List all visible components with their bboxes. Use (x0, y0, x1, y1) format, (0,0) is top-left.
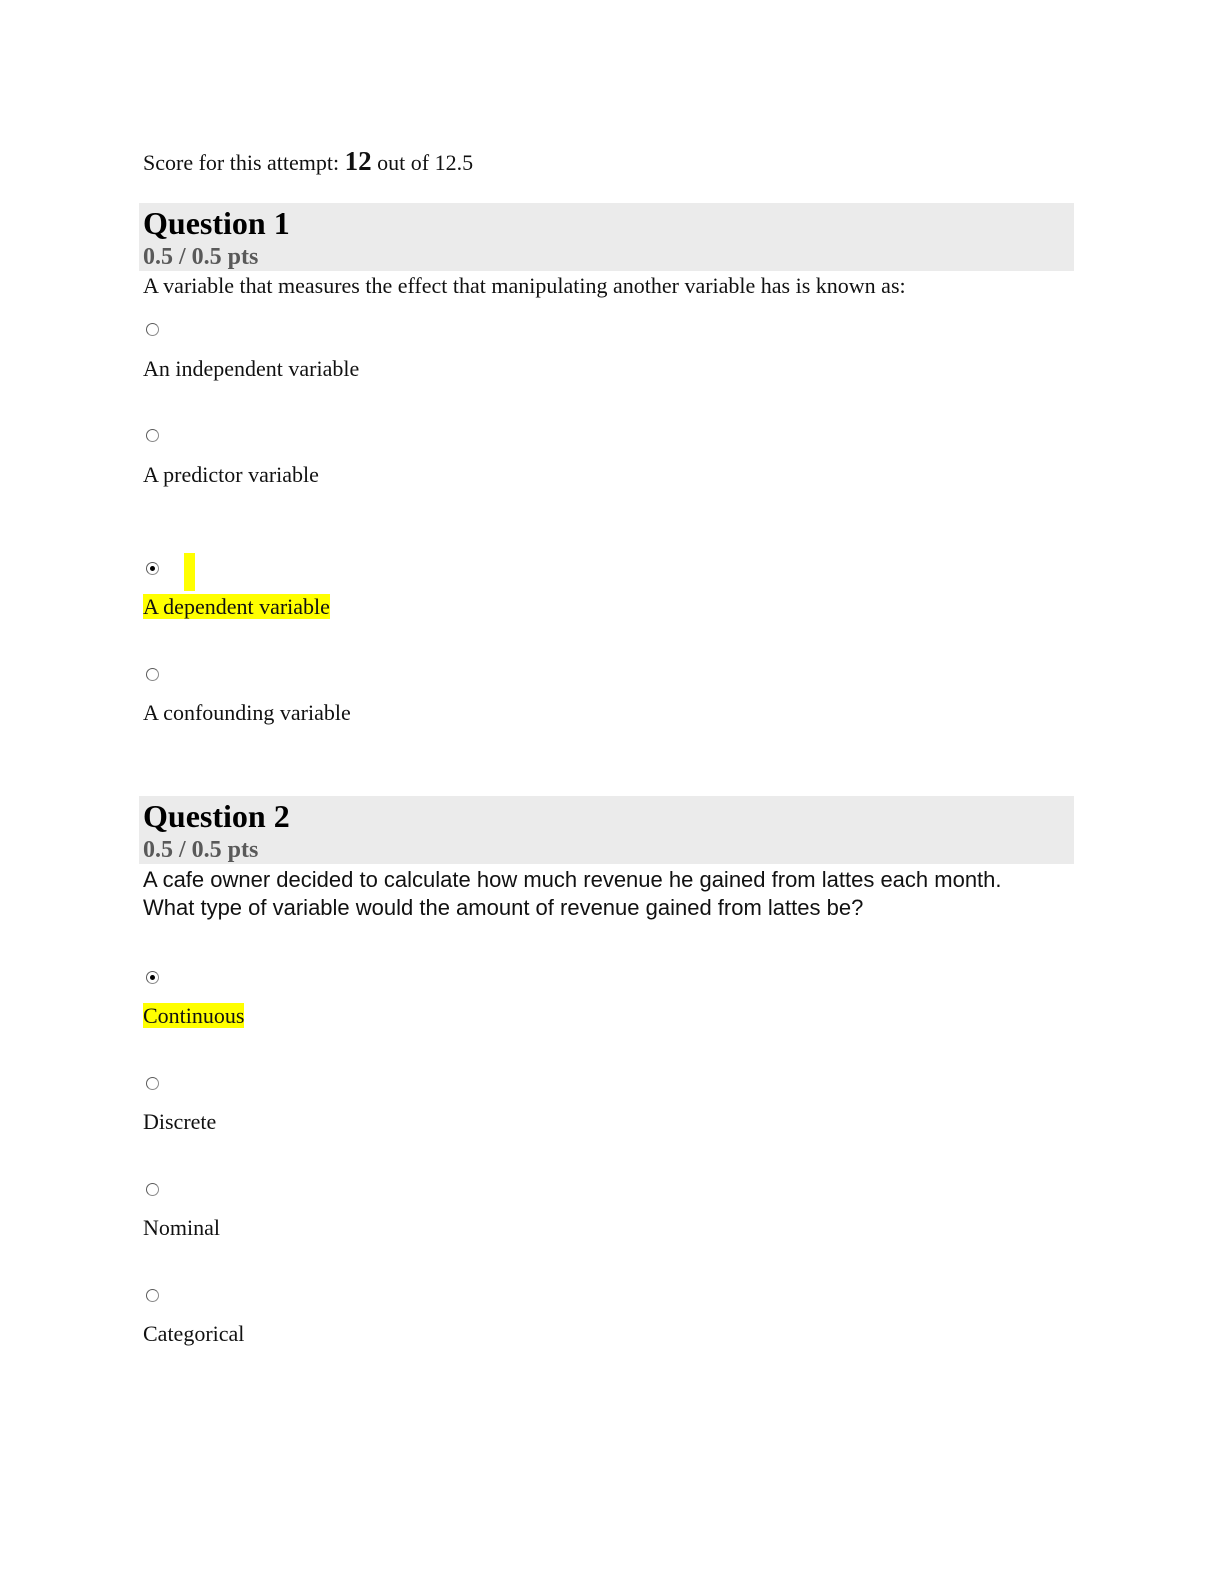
selected-dot (150, 566, 155, 571)
score-value: 12 (344, 146, 372, 176)
question-1-points: 0.5 / 0.5 pts (143, 244, 259, 270)
question-1-option-3-label (143, 593, 330, 621)
question-1-option-2-label: A predictor variable (143, 462, 319, 487)
question-2-option-1-label (143, 1002, 244, 1030)
question-2-option-2-radio[interactable] (146, 1077, 159, 1090)
question-1-option-4-label: A confounding variable (143, 700, 351, 725)
question-1-title: Question 1 (143, 205, 290, 241)
question-2-option-2-label: Discrete (143, 1109, 217, 1134)
score-summary (143, 143, 473, 181)
question-2-points: 0.5 / 0.5 pts (143, 837, 259, 863)
question-2-header (139, 796, 1074, 864)
question-2-option-4-radio[interactable] (146, 1289, 159, 1302)
question-2-option-4-label: Categorical (143, 1321, 245, 1346)
score-label: Score for this attempt: (143, 150, 340, 175)
selected-answer-highlight: A dependent variable (143, 594, 330, 619)
question-1-option-3-radio[interactable] (146, 562, 159, 575)
question-1-option-1-radio[interactable] (146, 323, 159, 336)
question-2-text: A cafe owner decided to calculate how much revenue he gained from lattes each month. What type of variable would the amount of revenue gained from lattes be? (143, 867, 1002, 920)
question-2-option-3-radio[interactable] (146, 1183, 159, 1196)
selected-dot (150, 975, 155, 980)
question-1-option-1-label: An independent variable (143, 356, 360, 381)
question-2-option-1-radio[interactable] (146, 971, 159, 984)
score-suffix: out of 12.5 (377, 150, 474, 175)
question-1-option-4-radio[interactable] (146, 668, 159, 681)
selected-answer-highlight: Continuous (143, 1003, 245, 1028)
question-1-text: A variable that measures the effect that manipulating another variable has is known as: (143, 273, 906, 298)
question-2-option-3-label: Nominal (143, 1215, 220, 1240)
highlight-marker (184, 553, 195, 591)
question-1-option-2-radio[interactable] (146, 429, 159, 442)
question-1-header (139, 203, 1074, 271)
question-2-title: Question 2 (143, 798, 290, 834)
